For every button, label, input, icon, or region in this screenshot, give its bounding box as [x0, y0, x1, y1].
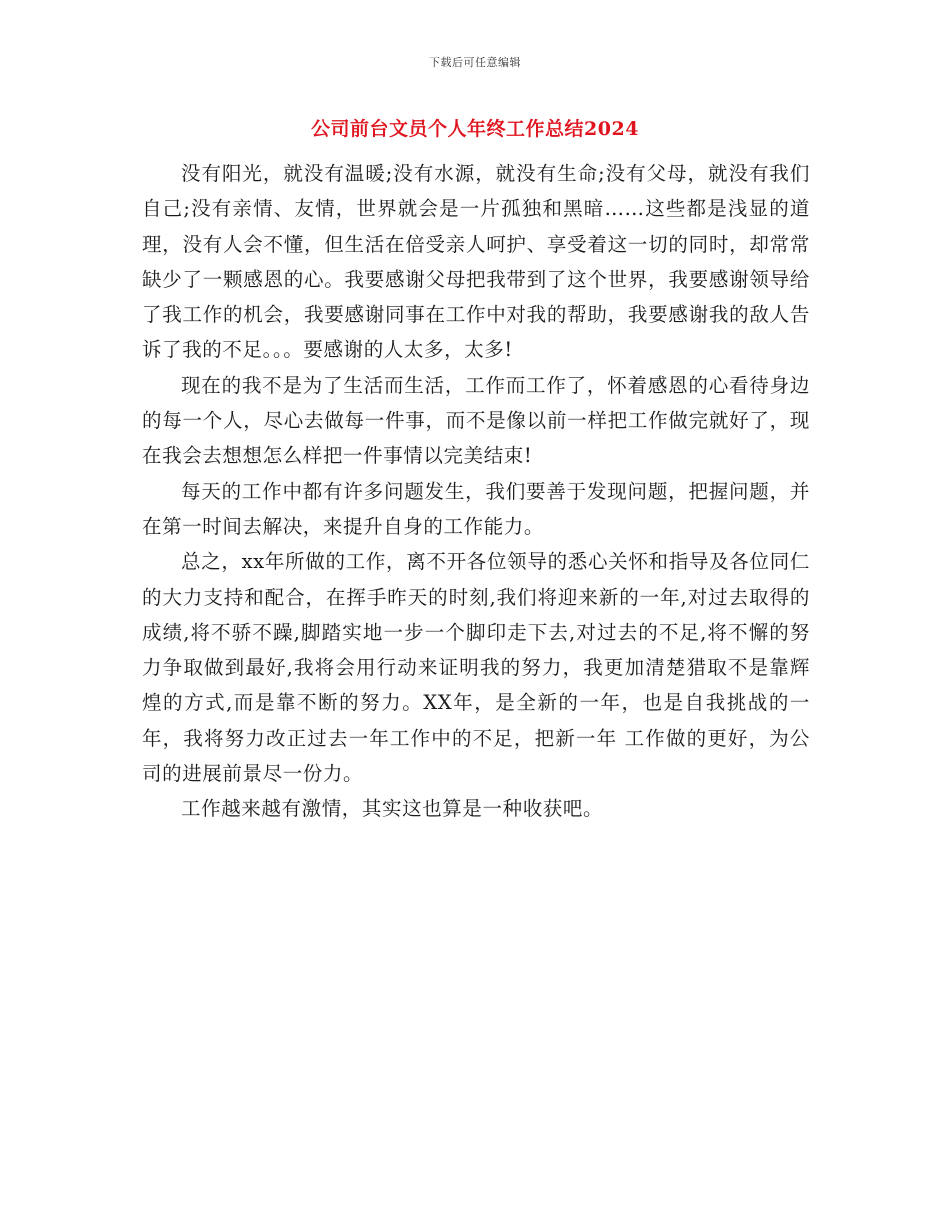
paragraph-gratitude: 没有阳光，就没有温暖;没有水源，就没有生命;没有父母，就没有我们自己;没有亲情、友情，世界就会是一片孤独和黑暗……这些都是浅显的道理，没有人会不懂，但生活在倍受亲人呵护、享受着这一切的同时，却常常缺少了一颗感恩的心。我要感谢父母把我带到了这个世界，我要感谢领导给了我工作的机会，我要感谢同事在工作中对我的帮助，我要感谢我的敌人告诉了我的不足。。。要感谢的人太多，太多! — [142, 162, 810, 362]
document-body — [142, 156, 810, 827]
document-title: 公司前台文员个人年终工作总结2024 — [311, 118, 639, 140]
paragraph-summary: 总之，xx年所做的工作，离不开各位领导的悉心关怀和指导及各位同仁的大力支持和配合，在挥手昨天的时刻,我们将迎来新的一年,对过去取得的成绩,将不骄不躁,脚踏实地一步一个脚印走下去,对过去的不足,将不懈的努力争取做到最好,我将会用行动来证明我的努力，我更加清楚猎取不是靠辉煌的方式,而是靠不断的努力。XX年，是全新的一年，也是自我挑战的一年，我将努力改正过去一年工作中的不足，把新一年 工作做的更好，为公司的进展前景尽一份力。 — [142, 550, 810, 786]
paragraph-problems: 每天的工作中都有许多问题发生，我们要善于发现问题，把握问题，并在第一时间去解决，来提升自身的工作能力。 — [142, 479, 810, 538]
paragraph-closing: 工作越来越有激情，其实这也算是一种收获吧。 — [181, 797, 604, 821]
paragraph-attitude: 现在的我不是为了生活而生活，工作而工作了，怀着感恩的心看待身边的每一个人，尽心去做每一件事，而不是像以前一样把工作做完就好了，现在我会去想想怎么样把一件事情以完美结束! — [142, 373, 810, 468]
header-note: 下载后可任意编辑 — [429, 56, 521, 69]
